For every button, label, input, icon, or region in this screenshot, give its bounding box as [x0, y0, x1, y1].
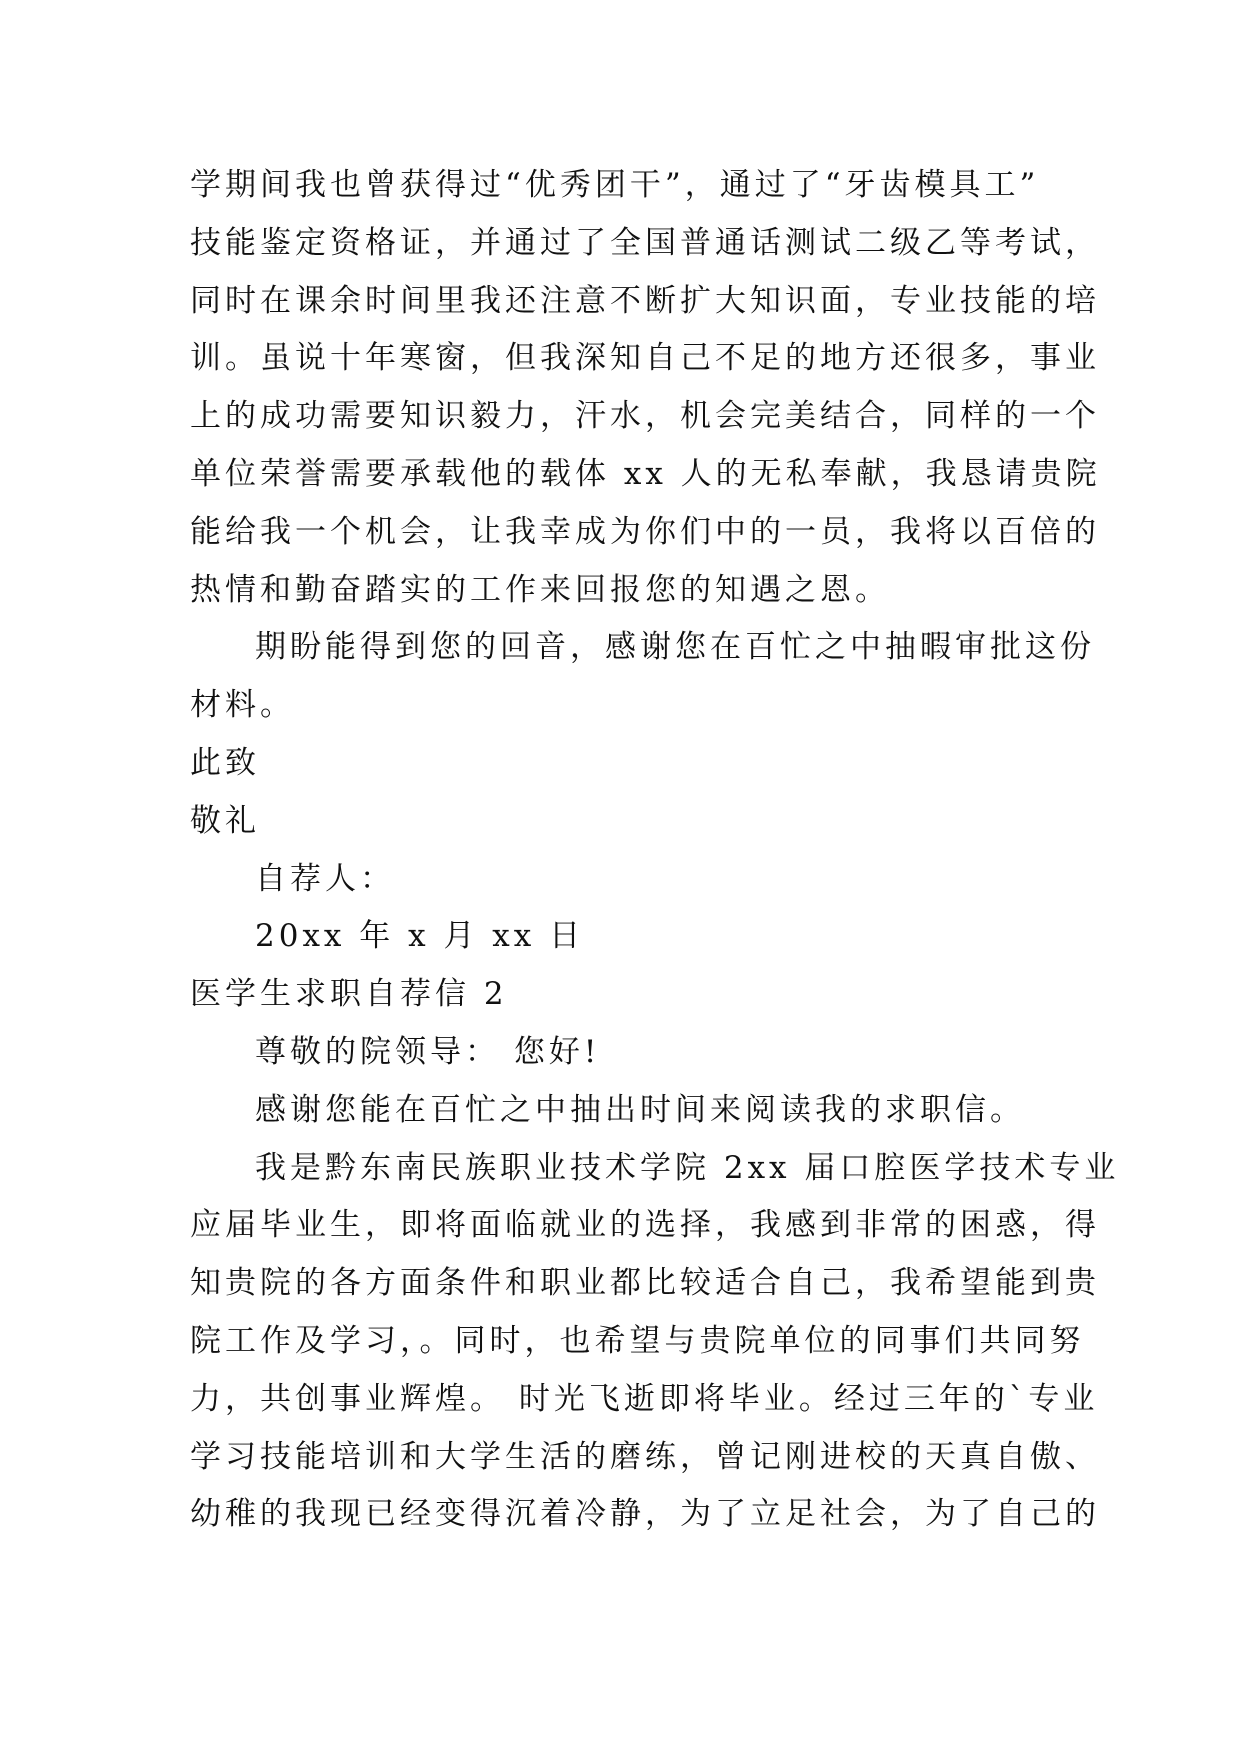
paragraph-line: 院工作及学习，。同时，也希望与贵院单位的同事们共同努: [190, 1322, 1085, 1359]
body-line: 技能鉴定资格证，并通过了全国普通话测试二级乙等考试，: [190, 224, 1100, 261]
salutation-line-2: 敬礼: [190, 802, 260, 839]
greeting-line: 尊敬的院领导： 您好!: [255, 1033, 601, 1070]
body-line: 同时在课余时间里我还注意不断扩大知识面，专业技能的培: [190, 282, 1100, 319]
body-line: 学期间我也曾获得过“优秀团干”，通过了“牙齿模具工”: [190, 167, 1040, 203]
section-title: 医学生求职自荐信 2: [190, 976, 508, 1013]
body-line: 能给我一个机会，让我幸成为你们中的一员，我将以百倍的: [190, 513, 1100, 550]
paragraph-line: 幼稚的我现已经变得沉着冷静，为了立足社会，为了自己的: [190, 1496, 1100, 1533]
thanks-line: 感谢您能在百忙之中抽出时间来阅读我的求职信。: [255, 1091, 1025, 1128]
body-line: 上的成功需要知识毅力，汗水，机会完美结合，同样的一个: [190, 398, 1100, 435]
paragraph-line: 我是黔东南民族职业技术学院 2xx 届口腔医学技术专业: [255, 1149, 1120, 1186]
salutation-line-1: 此致: [190, 744, 260, 781]
body-line: 热情和勤奋踏实的工作来回报您的知遇之恩。: [190, 571, 890, 608]
letter-text: [190, 157, 1120, 1544]
signer-label: 自荐人：: [255, 860, 395, 897]
closing-paragraph-line: 期盼能得到您的回音，感谢您在百忙之中抽暇审批这份: [255, 629, 1095, 666]
paragraph-line: 应届毕业生，即将面临就业的选择，我感到非常的困惑，得: [190, 1207, 1100, 1244]
letter-date: 20xx 年 x 月 xx 日: [255, 918, 585, 955]
closing-paragraph-line: 材料。: [190, 687, 295, 724]
body-line: 单位荣誉需要承载他的载体 xx 人的无私奉献，我恳请贵院: [190, 455, 1101, 492]
paragraph-line: 知贵院的各方面条件和职业都比较适合自己，我希望能到贵: [190, 1265, 1100, 1302]
body-line: 训。虽说十年寒窗，但我深知自己不足的地方还很多，事业: [190, 340, 1100, 377]
paragraph-line: 学习技能培训和大学生活的磨练，曾记刚进校的天真自傲、: [190, 1438, 1100, 1475]
paragraph-line: 力，共创事业辉煌。 时光飞逝即将毕业。经过三年的`专业: [190, 1380, 1099, 1417]
